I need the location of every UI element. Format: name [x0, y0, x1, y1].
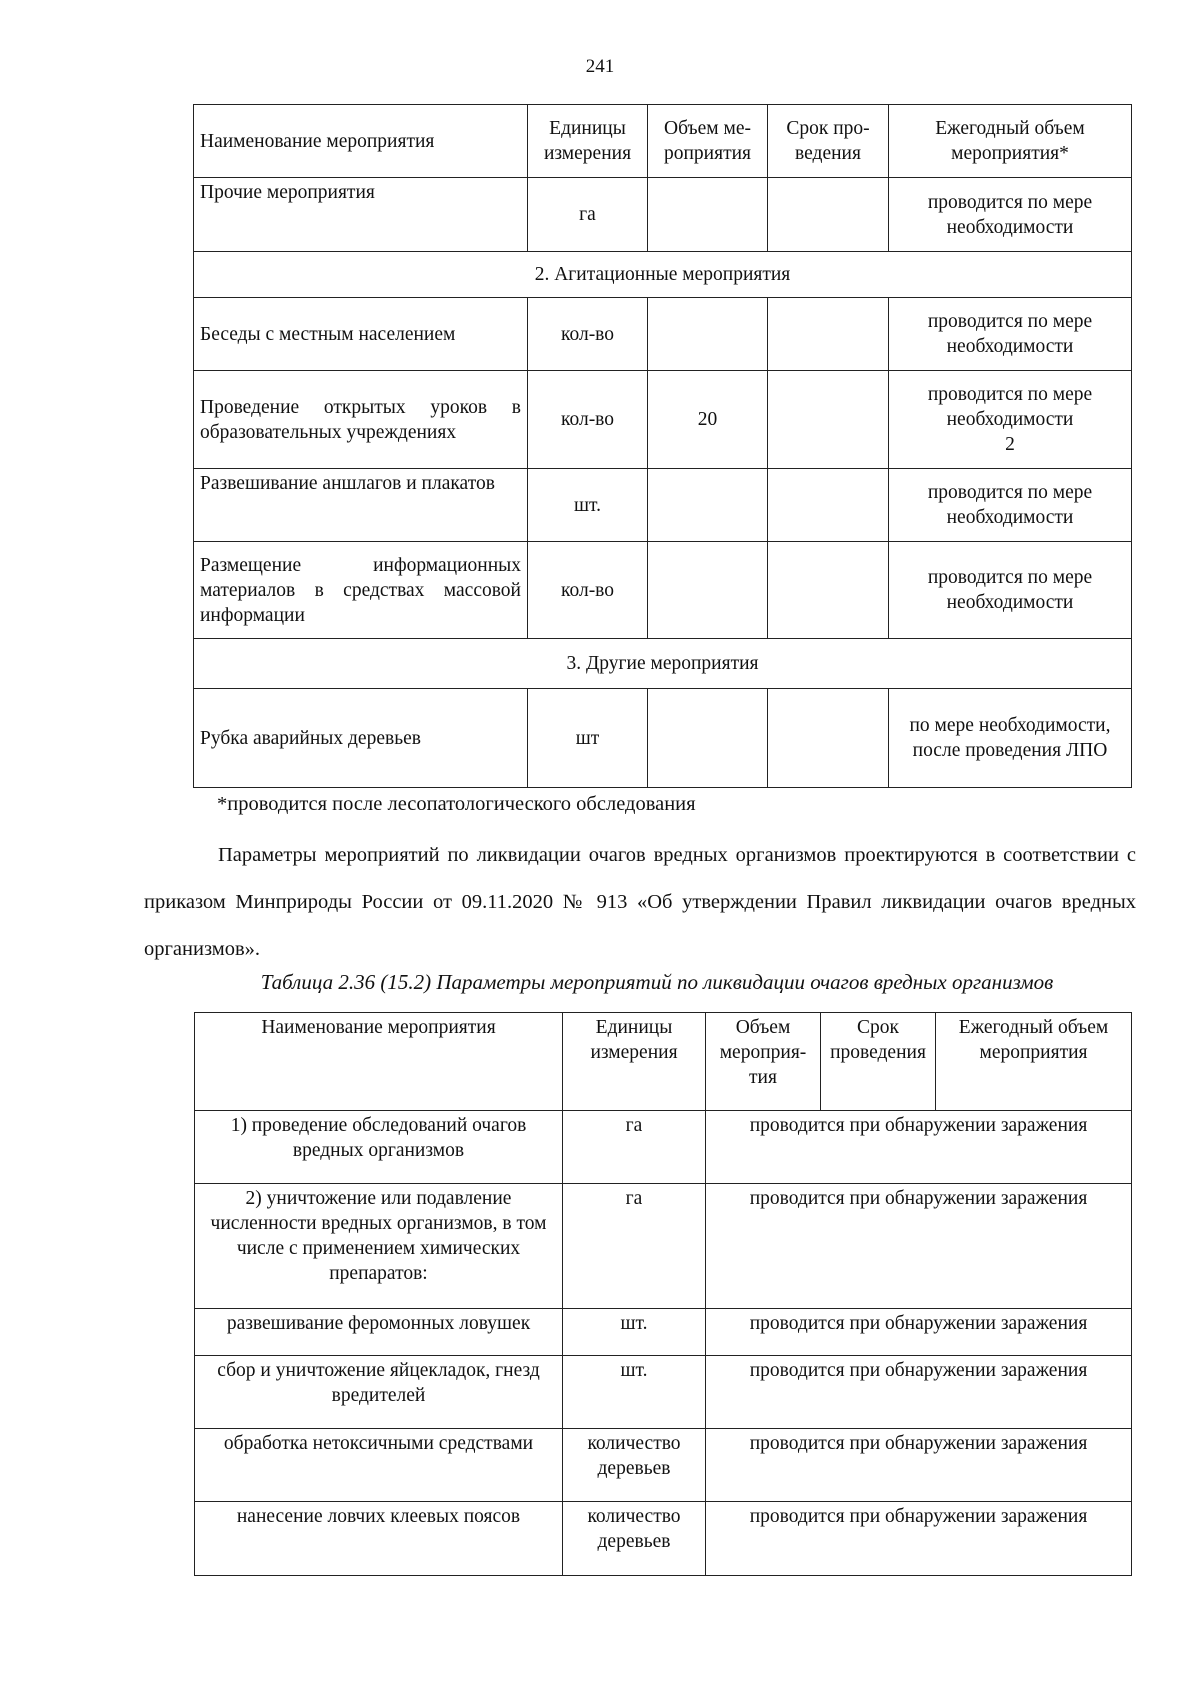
row-name: 1) проведение обследований очагов вредных организмов — [195, 1111, 563, 1184]
row-volume — [648, 178, 768, 252]
row-term — [768, 469, 889, 542]
row-annual: проводится по мере необходимости — [889, 469, 1132, 542]
table-row — [194, 298, 1132, 371]
row-name: Прочие мероприятия — [194, 178, 528, 252]
row-term — [768, 689, 889, 788]
table-row — [194, 542, 1132, 639]
row-annual — [889, 689, 1132, 788]
section-title: 2. Агитационные мероприятия — [194, 252, 1132, 298]
row-annual-extra: 2 — [1005, 434, 1015, 455]
row-name: 2) уничтожение или подавление численности вредных организмов, в том числе с применением химических препаратов: — [195, 1184, 563, 1309]
header-unit: Единицы измерения — [528, 105, 648, 178]
page-number: 241 — [585, 56, 615, 77]
header-term: Срок проведения — [768, 105, 889, 178]
table-row — [195, 1356, 1132, 1429]
table-row — [194, 469, 1132, 542]
header-term: Срок проведения — [821, 1013, 936, 1111]
measures-table — [193, 104, 1132, 788]
row-unit: кол-во — [528, 542, 648, 639]
row-volume — [648, 689, 768, 788]
row-volume — [648, 469, 768, 542]
table-row — [195, 1502, 1132, 1576]
pest-measures-table — [194, 1012, 1132, 1576]
row-status: проводится при обнаружении заражения — [706, 1184, 1132, 1309]
row-name: обработка нетоксичными средствами — [195, 1429, 563, 1502]
row-unit: шт. — [563, 1309, 706, 1356]
row-status: проводится при обнаружении заражения — [706, 1111, 1132, 1184]
row-annual-text: проводится по мере необходимости — [927, 384, 1093, 430]
row-annual: проводится по мере необходимости — [889, 178, 1132, 252]
footnote: *проводится после лесопатологического обследования — [217, 793, 696, 815]
row-term — [768, 542, 889, 639]
row-status: проводится при обнаружении заражения — [706, 1356, 1132, 1429]
row-status: проводится при обнаружении заражения — [706, 1502, 1132, 1576]
row-volume: 20 — [648, 371, 768, 469]
row-name: Развешивание аншлагов и плакатов — [194, 469, 528, 542]
row-term — [768, 371, 889, 469]
row-name: Рубка аварийных деревьев — [194, 689, 528, 788]
row-annual — [889, 371, 1132, 469]
row-unit: шт. — [528, 469, 648, 542]
row-term — [768, 178, 889, 252]
header-annual: Ежегодный объем мероприятия* — [889, 105, 1132, 178]
row-name: Размещение информационных материалов в средствах массовой информации — [194, 542, 528, 639]
header-name: Наименование мероприятия — [195, 1013, 563, 1111]
row-volume — [648, 542, 768, 639]
row-unit: шт. — [563, 1356, 706, 1429]
row-unit: га — [528, 178, 648, 252]
table-row — [194, 689, 1132, 788]
body-paragraph: Параметры мероприятий по ликвидации очагов вредных организмов проектируются в соответствии с приказом Минприроды России от 09.11.2020 № 913 «Об утверждении Правил ликвидации очагов вредных организмов». — [144, 844, 1136, 960]
table-row — [194, 178, 1132, 252]
table-row — [194, 371, 1132, 469]
row-unit: га — [563, 1184, 706, 1309]
row-unit: количество деревьев — [563, 1502, 706, 1576]
table-row — [195, 1111, 1132, 1184]
row-name: сбор и уничтожение яйцекладок, гнезд вредителей — [195, 1356, 563, 1429]
row-volume — [648, 298, 768, 371]
table-caption: Таблица 2.36 (15.2) Параметры мероприятий по ликвидации очагов вредных организмов — [260, 970, 1054, 994]
row-unit: кол-во — [528, 371, 648, 469]
row-name: развешивание феромонных ловушек — [195, 1309, 563, 1356]
row-annual: проводится по мере необходимости — [889, 542, 1132, 639]
header-volume: Объем мероприятия — [706, 1013, 821, 1111]
section-title: 3. Другие мероприятия — [194, 639, 1132, 689]
row-unit: количество деревьев — [563, 1429, 706, 1502]
header-volume: Объем мероприятия — [648, 105, 768, 178]
header-name: Наименование мероприятия — [194, 105, 528, 178]
table-row — [195, 1309, 1132, 1356]
table-header-row — [195, 1013, 1132, 1111]
row-status: проводится при обнаружении заражения — [706, 1309, 1132, 1356]
row-name: Проведение открытых уроков в образовательных учреждениях — [194, 371, 528, 469]
header-annual: Ежегодный объем мероприятия — [936, 1013, 1132, 1111]
row-term — [768, 298, 889, 371]
row-annual: проводится по мере необходимости — [889, 298, 1132, 371]
row-annual-line2: после проведения ЛПО — [912, 740, 1108, 761]
row-annual-line1: по мере необходимости, — [909, 715, 1111, 736]
row-unit: шт — [528, 689, 648, 788]
row-status: проводится при обнаружении заражения — [706, 1429, 1132, 1502]
row-name: Беседы с местным населением — [194, 298, 528, 371]
row-name: нанесение ловчих клеевых поясов — [195, 1502, 563, 1576]
table-row — [195, 1184, 1132, 1309]
table-row — [195, 1429, 1132, 1502]
row-unit: кол-во — [528, 298, 648, 371]
section-row — [194, 252, 1132, 298]
header-unit: Единицы измерения — [563, 1013, 706, 1111]
row-unit: га — [563, 1111, 706, 1184]
table-header-row — [194, 105, 1132, 178]
section-row — [194, 639, 1132, 689]
